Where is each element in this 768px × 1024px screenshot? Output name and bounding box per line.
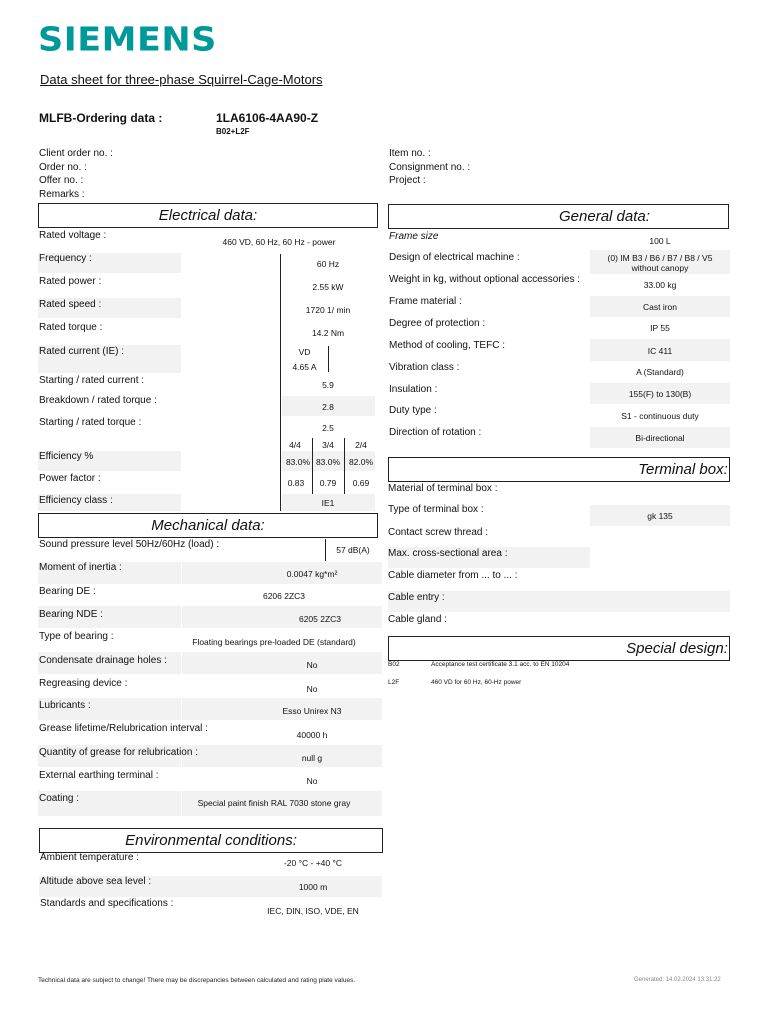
machine-design-sub: without canopy [631,263,689,273]
power-factor-label: Power factor : [39,473,101,484]
grease-quantity-label: Quantity of grease for relubrication : [39,747,198,758]
machine-design-value: (0) IM B3 / B6 / B7 / B8 / V5 [607,253,713,263]
frame-size-value: 100 L [649,236,671,246]
load-header-4-4: 4/4 [289,440,301,450]
offer-no-label: Offer no. : [39,175,84,187]
lubricants-value: Esso Unirex N3 [282,706,342,716]
vibration-label: Vibration class : [389,362,460,373]
frame-material-label: Frame material : [389,296,462,307]
client-order-label: Client order no. : [39,148,113,159]
protection-label: Degree of protection : [389,318,486,329]
insulation-value: 155(F) to 130(B) [628,389,692,399]
sound-pressure-value: 57 dB(A) [336,545,370,555]
frequency-value: 60 Hz [316,259,340,269]
rated-speed-value: 1720 1/ min [305,305,351,315]
rotation-value: Bi-directional [635,433,685,443]
power-factor-3-4: 0.79 [319,478,337,488]
bearing-nde-value: 6205 2ZC3 [298,614,342,624]
frame-material-value: Cast iron [642,302,677,312]
earthing-value: No [306,776,318,786]
regreasing-value: No [306,684,318,694]
load-header-2-4: 2/4 [355,440,367,450]
bearing-de-value: 6206 2ZC3 [262,591,306,601]
moment-of-inertia-label: Moment of inertia : [39,562,122,573]
electrical-data-header [38,203,378,228]
rated-voltage-label: Rated voltage : [39,230,107,241]
machine-design-label: Design of electrical machine : [389,252,520,263]
siemens-logo: SIEMENS [38,21,217,59]
cable-diameter-label: Cable diameter from ... to ... : [388,570,518,581]
condensate-label: Condensate drainage holes : [39,655,167,666]
rated-current-value: 4.65 A [292,362,317,372]
vibration-value: A (Standard) [636,367,684,377]
rated-current-label: Rated current (IE) : [39,346,125,357]
terminal-material-label: Material of terminal box : [388,483,498,494]
order-info-left [39,147,113,201]
terminal-box-title: Terminal box: [638,461,728,478]
altitude-value: 1000 m [298,882,328,892]
general-data-header [388,204,729,229]
starting-current-label: Starting / rated current : [39,375,145,386]
environmental-title: Environmental conditions: [125,832,297,849]
grease-quantity-value: null g [301,753,323,763]
consignment-no-label: Consignment no. : [389,161,471,173]
sound-divider [325,539,326,561]
order-info-right [389,147,470,188]
efficiency-label: Efficiency % [39,451,94,462]
current-divider [328,346,329,372]
terminal-box-header [388,457,730,482]
item-no-label: Item no. : [389,148,431,159]
earthing-label: External earthing terminal : [39,770,159,781]
bearing-type-label: Type of bearing : [39,631,114,642]
rated-torque-value: 14.2 Nm [311,328,345,338]
altitude-label: Altitude above sea level : [40,876,152,887]
load-header-3-4: 3/4 [322,440,334,450]
ambient-temperature-value: -20 °C - +40 °C [283,858,343,868]
frequency-label: Frequency : [39,253,92,264]
mlfb-value: 1LA6106-4AA90-Z [216,111,319,125]
generated-timestamp: Generated: 14.02.2024 13:31:22 [634,977,721,983]
cooling-label: Method of cooling, TEFC : [389,340,505,351]
mechanical-data-header [38,513,378,538]
footer-disclaimer: Technical data are subject to change! There may be discrepancies between calculated and rating plate values. [38,977,356,984]
sound-pressure-label: Sound pressure level 50Hz/60Hz (load) : [39,539,220,550]
general-data-title: General data: [559,208,650,225]
cross-section-label: Max. cross-sectional area : [388,548,508,559]
mlfb-options: B02+L2F [216,127,250,136]
regreasing-label: Regreasing device : [39,678,128,689]
power-factor-4-4: 0.83 [287,478,305,488]
mlfb-label: MLFB-Ordering data : [39,111,163,125]
special-code-b02: B02 [388,661,400,668]
special-text-b02: Acceptance test certificate 3.1 acc. to EN 10204 [431,661,570,668]
grease-lifetime-value: 40000 h [296,730,328,740]
condensate-value: No [306,660,318,670]
load-divider-1 [312,438,313,494]
bearing-nde-label: Bearing NDE : [39,609,103,620]
frame-size-label: Frame size [389,231,439,242]
efficiency-4-4: 83.0% [285,457,311,467]
breakdown-torque-value: 2.8 [322,402,334,412]
remarks-label: Remarks : [39,188,85,200]
electrical-value-divider [280,254,281,511]
cable-gland-label: Cable gland : [388,614,447,625]
power-factor-2-4: 0.69 [352,478,370,488]
weight-value: 33.00 kg [643,280,677,290]
breakdown-torque-label: Breakdown / rated torque : [39,395,157,406]
standards-label: Standards and specifications : [40,898,174,909]
efficiency-class-value: IE1 [321,498,335,508]
starting-current-value: 5.9 [322,380,334,390]
special-design-title: Special design: [626,640,728,657]
terminal-type-label: Type of terminal box : [388,504,484,515]
insulation-label: Insulation : [389,384,438,395]
special-design-header [388,636,730,661]
bearing-de-label: Bearing DE : [39,586,96,597]
mechanical-data-title: Mechanical data: [151,517,265,534]
rated-power-value: 2.55 kW [312,282,344,292]
efficiency-3-4: 83.0% [315,457,341,467]
current-connection: VD [298,347,311,357]
rated-torque-label: Rated torque : [39,322,103,333]
rotation-label: Direction of rotation : [389,427,482,438]
environmental-header [39,828,383,853]
order-no-label: Order no. : [39,161,87,173]
rated-voltage-value: 460 VD, 60 Hz, 60 Hz - power [222,237,336,247]
bearing-type-value: Floating bearings pre-loaded DE (standard) [192,637,356,647]
lubricants-label: Lubricants : [39,700,91,711]
weight-label: Weight in kg, without optional accessories : [389,274,581,285]
protection-value: IP 55 [650,323,670,333]
coating-label: Coating : [39,793,80,804]
efficiency-2-4: 82.0% [348,457,374,467]
terminal-type-value: gk 135 [647,511,673,521]
efficiency-class-label: Efficiency class : [39,495,113,506]
duty-type-value: S1 - continuous duty [621,411,699,421]
standards-value: IEC, DIN, ISO, VDE, EN [267,906,359,916]
grease-lifetime-label: Grease lifetime/Relubrication interval : [39,723,208,734]
rated-power-label: Rated power : [39,276,102,287]
project-label: Project : [389,175,426,187]
rated-speed-label: Rated speed : [39,299,102,310]
page-title: Data sheet for three-phase Squirrel-Cage-Motors [40,72,323,87]
ambient-temperature-label: Ambient temperature : [40,852,139,863]
starting-torque-value: 2.5 [322,423,334,433]
coating-value: Special paint finish RAL 7030 stone gray [197,798,351,808]
cable-entry-label: Cable entry : [388,592,445,603]
duty-type-label: Duty type : [389,405,437,416]
electrical-data-title: Electrical data: [158,207,258,224]
moment-of-inertia-value: 0.0047 kg*m² [286,569,338,579]
cooling-value: IC 411 [647,346,673,356]
special-text-l2f: 460 VD for 60 Hz, 60-Hz power [431,679,522,686]
starting-torque-label: Starting / rated torque : [39,417,142,428]
contact-screw-label: Contact screw thread : [388,527,489,538]
special-code-l2f: L2F [388,679,400,686]
load-divider-2 [344,438,345,494]
